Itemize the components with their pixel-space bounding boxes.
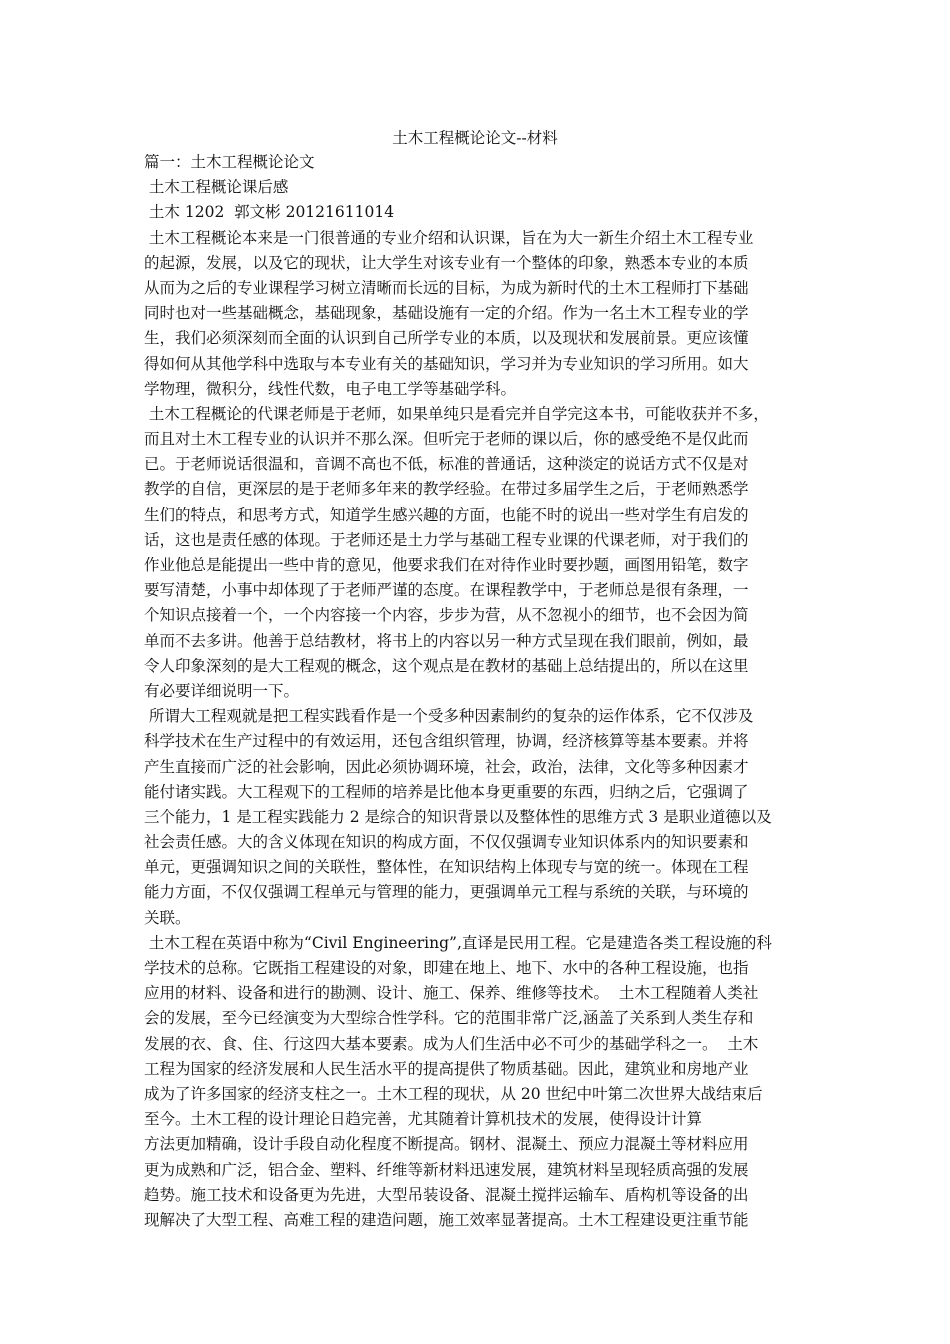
text-line: 学技术的总称。它既指工程建设的对象，即建在地上、地下、水中的各种工程设施，也指 <box>144 959 749 977</box>
text-line: 个知识点接着一个，一个内容接一个内容，步步为营，从不忽视小的细节，也不会因为简 <box>144 606 749 625</box>
text-line: 土木工程在英语中称为“Civil Engineering”,直译是民用工程。它是建造各类工程设施的科 <box>144 933 772 952</box>
text-line: 成为了许多国家的经济支柱之一。土木工程的现状，从 20 世纪中叶第二次世界大战结束后 <box>144 1084 763 1103</box>
text-line: 教学的自信，更深层的是于老师多年来的教学经验。在带过多届学生之后，于老师熟悉学 <box>144 480 749 499</box>
text-line: 所谓大工程观就是把工程实践看作是一个受多种因素制约的复杂的运作体系，它不仅涉及 <box>144 707 754 726</box>
document-title: 土木工程概论论文--材料 <box>392 129 558 147</box>
text-line: 三个能力，1 是工程实践能力 2 是综合的知识背景以及整体性的思维方式 3 是职业道德以及 <box>144 807 772 826</box>
text-line: 令人印象深刻的是大工程观的概念，这个观点是在教材的基础上总结提出的，所以在这里 <box>144 656 749 675</box>
text-line: 土木 1202 郭文彬 20121611014 <box>144 203 395 222</box>
text-line: 方法更加精确，设计手段自动化程度不断提高。钢材、混凝土、预应力混凝土等材料应用 <box>144 1135 749 1154</box>
text-line: 单元，更强调知识之间的关联性，整体性，在知识结构上体现专与宽的统一。体现在工程 <box>144 858 749 877</box>
text-line: 趋势。施工技术和设备更为先进，大型吊装设备、混凝土搅拌运输车、盾构机等设备的出 <box>144 1185 749 1204</box>
text-line: 要写清楚，小事中却体现了于老师严谨的态度。在课程教学中，于老师总是很有条理，一 <box>144 581 749 600</box>
text-line: 从而为之后的专业课程学习树立清晰而长远的目标，为成为新时代的土木工程师打下基础 <box>144 278 749 297</box>
text-line: 能付诸实践。大工程观下的工程师的培养是比他本身更重要的东西，归纳之后，它强调了 <box>144 782 749 801</box>
text-line: 生，我们必须深刻而全面的认识到自己所学专业的本质，以及现状和发展前景。更应该懂 <box>144 329 749 348</box>
text-line: 工程为国家的经济发展和人民生活水平的提高提供了物质基础。因此，建筑业和房地产业 <box>144 1059 749 1078</box>
text-line: 应用的材料、设备和进行的勘测、设计、施工、保养、维修等技术。 土木工程随着人类社 <box>144 984 759 1003</box>
text-line: 有必要详细说明一下。 <box>144 681 300 700</box>
text-line: 土木工程概论课后感 <box>144 178 289 197</box>
text-line: 的起源，发展，以及它的现状，让大学生对该专业有一个整体的印象，熟悉本专业的本质 <box>144 253 749 272</box>
document-body <box>144 150 816 1233</box>
text-line: 土木工程概论本来是一门很普通的专业介绍和认识课，旨在为大一新生介绍土木工程专业 <box>144 228 754 247</box>
text-line: 单而不去多讲。他善于总结教材，将书上的内容以另一种方式呈现在我们眼前，例如，最 <box>144 631 749 650</box>
text-line: 产生直接而广泛的社会影响，因此必须协调环境，社会，政治，法律，文化等多种因素才 <box>144 757 749 776</box>
text-line: 更为成熟和广泛，铝合金、塑料、纤维等新材料迅速发展，建筑材料呈现轻质高强的发展 <box>144 1160 749 1179</box>
text-line: 得如何从其他学科中选取与本专业有关的基础知识，学习并为专业知识的学习所用。如大 <box>144 354 749 373</box>
text-line: 而且对土木工程专业的认识并不那么深。但听完于老师的课以后，你的感受绝不是仅此而 <box>144 430 749 449</box>
text-line: 至今。土木工程的设计理论日趋完善，尤其随着计算机技术的发展，使得设计计算 <box>144 1110 703 1129</box>
text-line: 土木工程概论的代课老师是于老师，如果单纯只是看完并自学完这本书，可能收获并不多， <box>144 404 769 423</box>
text-line: 科学技术在生产过程中的有效运用，还包含组织管理，协调，经济核算等基本要素。并将 <box>144 732 749 751</box>
text-line: 会的发展，至今已经演变为大型综合性学科。它的范围非常广泛,涵盖了关系到人类生存和 <box>144 1009 754 1028</box>
text-line: 作业他总是能提出一些中肯的意见，他要求我们在对待作业时要抄题，画图用铅笔，数字 <box>144 556 749 574</box>
text-line: 同时也对一些基础概念，基础现象，基础设施有一定的介绍。作为一名土木工程专业的学 <box>144 304 749 323</box>
text-line: 能力方面，不仅仅强调工程单元与管理的能力，更强调单元工程与系统的关联，与环境的 <box>144 883 749 902</box>
text-line: 篇一：土木工程概论论文 <box>144 153 315 171</box>
text-line: 话，这也是责任感的体现。于老师还是土力学与基础工程专业课的代课老师，对于我们的 <box>144 530 749 549</box>
text-line: 生们的特点，和思考方式，知道学生感兴趣的方面，也能不时的说出一些对学生有启发的 <box>144 505 749 524</box>
text-line: 关联。 <box>144 908 191 927</box>
text-line: 社会责任感。大的含义体现在知识的构成方面，不仅仅强调专业知识体系内的知识要素和 <box>144 833 749 852</box>
text-line: 现解决了大型工程、高难工程的建造问题，施工效率显著提高。土木工程建设更注重节能 <box>144 1210 749 1229</box>
text-line: 学物理，微积分，线性代数，电子电工学等基础学科。 <box>144 379 517 398</box>
text-line: 发展的衣、食、住、行这四大基本要素。成为人们生活中必不可少的基础学科之一。 土木 <box>144 1034 759 1053</box>
text-line: 已。于老师说话很温和，音调不高也不低，标准的普通话，这种淡定的说话方式不仅是对 <box>144 455 749 474</box>
